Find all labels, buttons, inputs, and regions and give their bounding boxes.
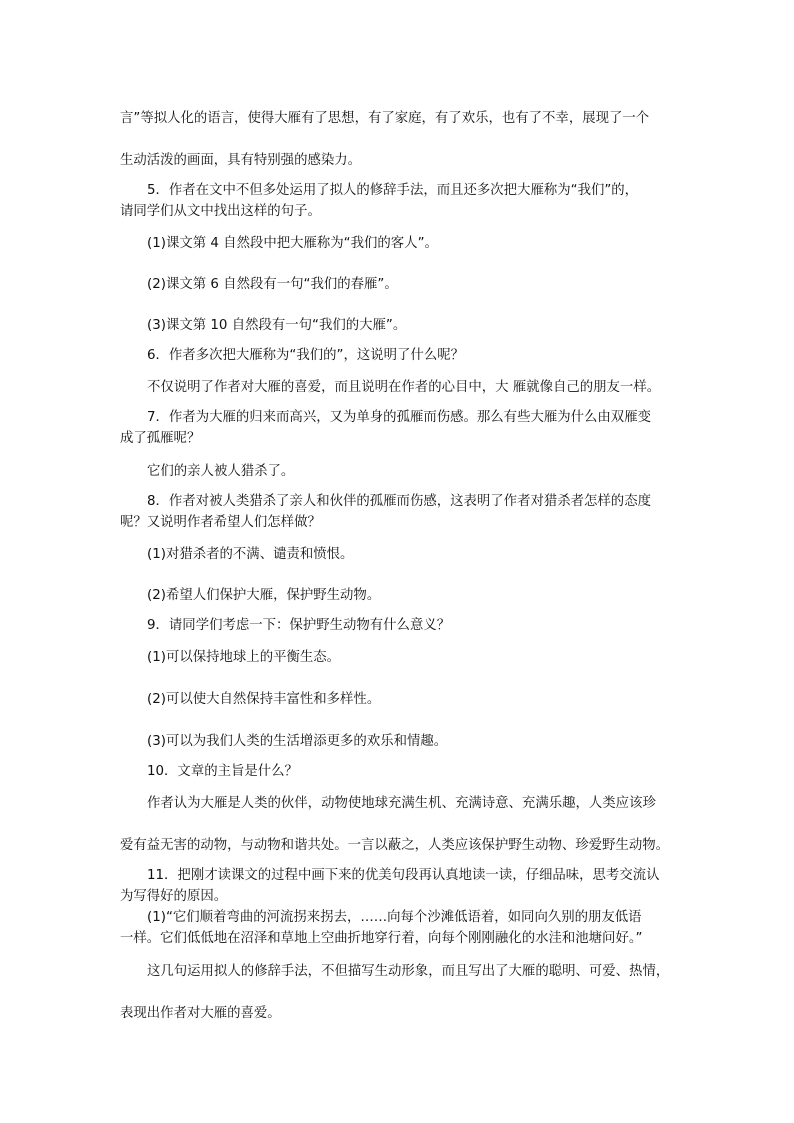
question-8-cont: 呢？又说明作者希望人们怎样做？ bbox=[120, 515, 321, 530]
quote-item: (1)“它们顺着弯曲的河流拐来拐去，……向每个沙滩低语着，如同向久别的朋友低语 bbox=[147, 910, 642, 925]
answer-item: (3)可以为我们人类的生活增添更多的欢乐和情趣。 bbox=[147, 734, 448, 749]
question-6: 6．作者多次把大雁称为“我们的”，这说明了什么呢？ bbox=[147, 348, 464, 363]
question-8: 8．作者对被人类猎杀了亲人和伙伴的孤雁而伤感，这表明了作者对猎杀者怎样的态度 bbox=[147, 494, 651, 509]
answer-item: (1)对猎杀者的不满、谴责和愤恨。 bbox=[147, 547, 354, 562]
answer-item: (2)可以使大自然保持丰富性和多样性。 bbox=[147, 692, 381, 707]
question-11-cont: 为写得好的原因。 bbox=[120, 889, 228, 904]
answer-text-cont: 爱有益无害的动物，与动物和谐共处。一言以蔽之，人类应该保护野生动物、珍爱野生动物。 bbox=[120, 838, 670, 853]
question-11: 11．把刚才读课文的过程中画下来的优美句段再认真地读一读，仔细品味，思考交流认 bbox=[147, 868, 660, 883]
question-5: 5．作者在文中不但多处运用了拟人的修辞手法，而且还多次把大雁称为“我们”的， bbox=[147, 183, 639, 198]
answer-text: 它们的亲人被人猎杀了。 bbox=[147, 464, 295, 479]
answer-item: (3)课文第 10 自然段有一句“我们的大雁”。 bbox=[147, 318, 407, 333]
paragraph-line: 言”等拟人化的语言，使得大雁有了思想，有了家庭，有了欢乐，也有了不幸，展现了一个 bbox=[120, 111, 650, 126]
question-10: 10．文章的主旨是什么？ bbox=[147, 764, 298, 779]
answer-item: (2)希望人们保护大雁，保护野生动物。 bbox=[147, 588, 381, 603]
answer-item: (1)可以保持地球上的平衡生态。 bbox=[147, 650, 341, 665]
answer-text: 作者认为大雁是人类的伙伴，动物使地球充满生机、充满诗意、充满乐趣，人类应该珍 bbox=[147, 796, 656, 811]
question-5-cont: 请同学们从文中找出这样的句子。 bbox=[120, 204, 321, 219]
paragraph-line: 生动活泼的画面，具有特别强的感染力。 bbox=[120, 153, 362, 168]
quote-item-cont: 一样。它们低低地在沼泽和草地上空曲折地穿行着，向每个刚刚融化的水洼和池塘问好。” bbox=[120, 931, 643, 946]
question-7: 7．作者为大雁的归来而高兴，又为单身的孤雁而伤感。那么有些大雁为什么由双雁变 bbox=[147, 410, 651, 425]
answer-text: 不仅说明了作者对大雁的喜爱，而且说明在作者的心目中，大 雁就像自己的朋友一样。 bbox=[147, 380, 661, 395]
answer-item: (1)课文第 4 自然段中把大雁称为“我们的客人”。 bbox=[147, 236, 438, 251]
answer-item: (2)课文第 6 自然段有一句“我们的春雁”。 bbox=[147, 277, 398, 292]
question-9: 9．请同学们考虑一下：保护野生动物有什么意义？ bbox=[147, 618, 451, 633]
analysis-text: 这几句运用拟人的修辞手法，不但描写生动形象，而且写出了大雁的聪明、可爱、热情， bbox=[147, 964, 670, 979]
analysis-text-cont: 表现出作者对大雁的喜爱。 bbox=[120, 1006, 281, 1021]
question-7-cont: 成了孤雁呢？ bbox=[120, 431, 201, 446]
